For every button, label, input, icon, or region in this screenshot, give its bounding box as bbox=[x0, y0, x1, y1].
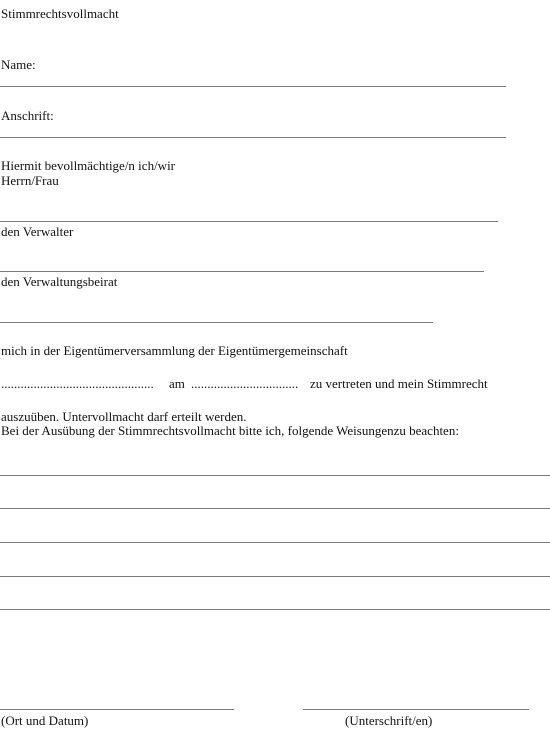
instruction-line-1[interactable] bbox=[0, 475, 550, 476]
date-dots-field[interactable]: ................................. bbox=[191, 376, 299, 391]
address-line[interactable] bbox=[0, 137, 506, 138]
form-title: Stimmrechtsvollmacht bbox=[1, 6, 119, 21]
signature-label: (Unterschrift/en) bbox=[345, 713, 433, 728]
name-label: Name: bbox=[1, 57, 36, 72]
instructions-text: Bei der Ausübung der Stimmrechtsvollmacht bitte ich, folgende Weisungenzu beachten: bbox=[1, 423, 459, 438]
authorize-text: Hiermit bevollmächtige/n ich/wir bbox=[1, 158, 176, 173]
place-date-line[interactable] bbox=[0, 709, 234, 710]
am-word: am bbox=[169, 376, 185, 391]
place-date-label: (Ort und Datum) bbox=[1, 713, 89, 728]
mr-mrs-line[interactable] bbox=[0, 221, 498, 222]
name-line[interactable] bbox=[0, 86, 506, 87]
signature-line[interactable] bbox=[303, 709, 529, 710]
advisory-board-line[interactable] bbox=[0, 322, 433, 323]
instruction-line-3[interactable] bbox=[0, 542, 550, 543]
represent-text: zu vertreten und mein Stimmrecht bbox=[310, 376, 488, 391]
assembly-text: mich in der Eigentümerversammlung der Eigentümergemeinschaft bbox=[1, 343, 348, 358]
mr-mrs-label: Herrn/Frau bbox=[1, 173, 59, 188]
instruction-line-4[interactable] bbox=[0, 576, 550, 577]
advisory-board-label: den Verwaltungsbeirat bbox=[1, 274, 118, 289]
administrator-line[interactable] bbox=[0, 271, 484, 272]
property-dots-field[interactable]: ............................................... bbox=[1, 376, 154, 391]
address-label: Anschrift: bbox=[1, 108, 54, 123]
instruction-line-5[interactable] bbox=[0, 609, 550, 610]
exercise-text: auszuüben. Untervollmacht darf erteilt werden. bbox=[1, 409, 247, 424]
administrator-label: den Verwalter bbox=[1, 224, 74, 239]
instruction-line-2[interactable] bbox=[0, 508, 550, 509]
